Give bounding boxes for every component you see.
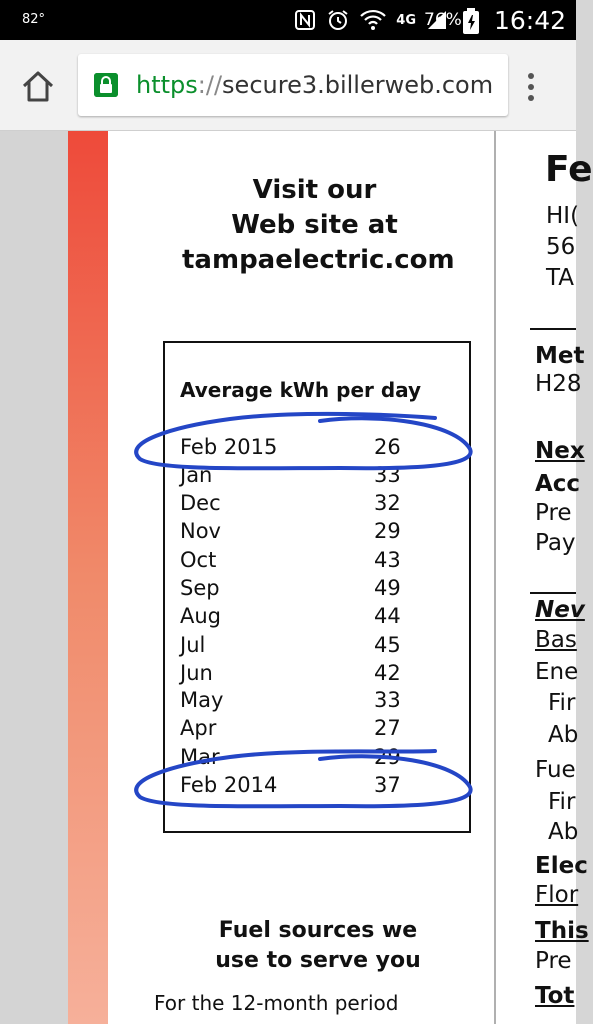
meter-value: H28 [535,371,582,397]
url-separator: :// [197,71,223,99]
browser-toolbar [0,40,576,131]
fuel-above-line: Ab [548,819,579,845]
kwh-month: Dec [180,491,221,515]
temperature-indicator: 82° [22,12,46,27]
address-line: TA [546,265,574,291]
energy-above-line: Ab [548,722,579,748]
account-label: Acc [535,471,581,497]
alarm-icon [326,8,350,32]
total-label: Tot [535,983,575,1009]
kwh-value: 43 [374,548,401,572]
next-label: Nex [535,438,585,464]
payment-line: Pay [535,530,576,556]
visit-website-notice [182,173,455,278]
energy-first-line: Fir [548,690,576,716]
kwh-month: May [180,688,224,712]
url-scheme: https [136,71,198,99]
address-line: HI( [546,203,580,229]
page-content[interactable] [0,131,593,1024]
visit-line-3: tampaelectric.com [182,245,455,275]
kwh-value: 49 [374,576,401,600]
kwh-row [180,773,430,801]
right-heading: Fe [545,149,593,190]
kwh-row [180,576,430,604]
kwh-row [180,716,430,744]
energy-line: Ene [535,659,579,685]
visit-line-1: Visit our [252,175,377,205]
nfc-icon [294,9,316,31]
battery-icon [462,8,480,34]
kwh-title: Average kWh per day [180,378,422,402]
kwh-value: 29 [374,519,401,543]
kwh-value: 42 [374,661,401,685]
kwh-row [180,519,430,547]
kwh-month: Jul [180,633,206,657]
kwh-month: Nov [180,519,221,543]
kwh-month: Apr [180,716,217,740]
kwh-month: Mar [180,745,220,769]
secure-lock-icon [94,73,118,97]
basic-line: Bas [535,627,577,653]
kwh-value: 45 [374,633,401,657]
wifi-icon [360,9,386,31]
kwh-month: Aug [180,604,222,628]
kwh-row [180,661,430,689]
kwh-value: 26 [374,435,401,459]
section-rule [530,592,576,594]
kwh-row [180,548,430,576]
previous-line-2: Pre [535,948,572,974]
battery-percent: 76% [424,10,462,30]
address-line: 56 [546,234,576,260]
overflow-menu-icon[interactable] [524,70,538,104]
kwh-row [180,491,430,519]
url-host: secure3.billerweb.com [222,71,494,99]
meter-label: Met [535,343,585,369]
kwh-value: 37 [374,773,401,797]
visit-line-2: Web site at [231,210,398,240]
kwh-month: Jan [180,463,213,487]
fuel-first-line: Fir [548,789,576,815]
this-label: This [535,918,589,944]
kwh-month: Jun [180,661,213,685]
kwh-value: 44 [374,604,401,628]
kwh-month: Feb 2015 [180,435,278,459]
fuel-title-line-1: Fuel sources we [218,918,418,943]
kwh-row [180,633,430,661]
network-type: 4G [396,12,416,28]
kwh-value: 29 [374,745,401,769]
new-charges-label: Nev [535,597,585,623]
fuel-title-line-2: use to serve you [215,948,421,973]
url-bar[interactable] [78,54,508,116]
kwh-row [180,463,430,491]
kwh-month: Feb 2014 [180,773,278,797]
florida-line: Flor [535,882,579,908]
kwh-value: 33 [374,463,401,487]
clock: 16:42 [494,6,567,35]
column-divider [494,131,496,1024]
home-icon[interactable] [20,70,56,104]
kwh-month: Oct [180,548,217,572]
section-rule [530,328,576,330]
electric-label: Elec [535,853,588,879]
previous-line: Pre [535,500,572,526]
kwh-row [180,604,430,632]
kwh-row [180,435,430,463]
fuel-sources-heading [200,916,436,976]
fuel-line: Fue [535,757,576,783]
kwh-row [180,745,430,773]
status-bar [0,0,576,40]
bill-side-strip [68,131,108,1024]
url-text[interactable] [136,71,493,99]
kwh-row [180,688,430,716]
kwh-value: 33 [374,688,401,712]
fuel-period-text: For the 12-month period [154,991,399,1015]
kwh-month: Sep [180,576,220,600]
kwh-value: 32 [374,491,401,515]
kwh-value: 27 [374,716,401,740]
